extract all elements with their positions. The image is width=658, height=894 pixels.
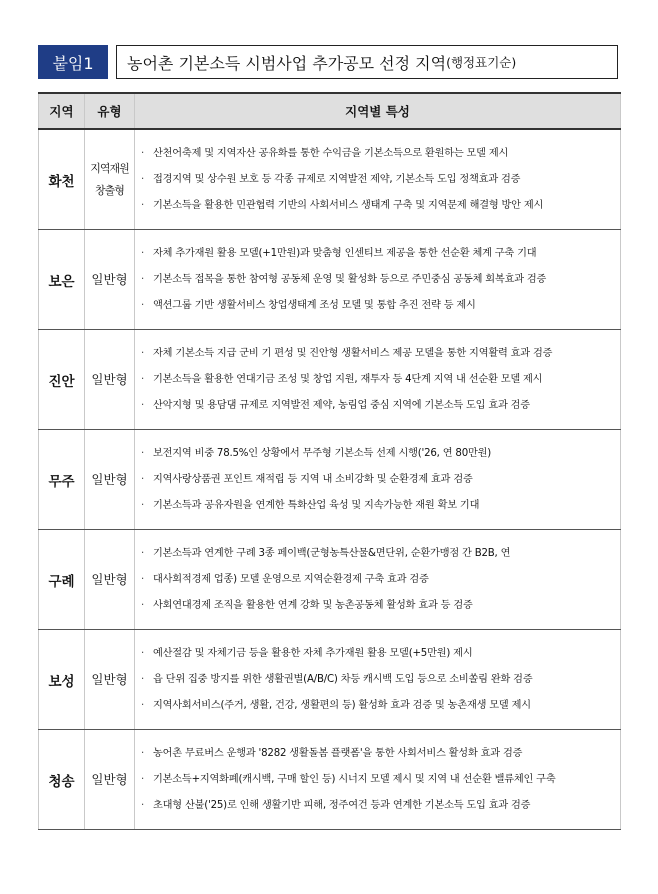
characteristic-text: 접경지역 및 상수원 보호 등 각종 규제로 지역발전 제약, 기본소득 도입 정책효과 검증 (153, 173, 521, 185)
region-type-line: 일반형 (91, 371, 128, 387)
characteristic-text: 산천어축제 및 지역자산 공유화를 통한 수익금을 기본소득으로 환원하는 모델 제시 (153, 147, 509, 159)
characteristic-text: 자체 추가재원 활용 모델(+1만원)과 맞춤형 인센티브 제공을 통한 선순환 체계 구축 기대 (153, 247, 537, 259)
region-type-line: 창출형 (95, 183, 124, 197)
characteristic-text: 사회연대경제 조직을 활용한 연계 강화 및 농촌공동체 활성화 효과 등 검증 (153, 599, 473, 611)
attachment-badge: 붙임1 (38, 45, 108, 79)
characteristic-text: 기본소득을 활용한 민관협력 기반의 사회서비스 생태계 구축 및 지역문제 해결형 방안 제시 (153, 199, 544, 211)
characteristic-item (141, 541, 616, 567)
region-name: 보성 (39, 630, 85, 730)
bullet-mark: · (141, 399, 145, 411)
characteristic-text: 자체 기본소득 지급 군비 기 편성 및 진안형 생활서비스 제공 모델을 통한 지역활력 효과 검증 (153, 347, 553, 359)
characteristic-item (141, 741, 616, 767)
bullet-mark: · (141, 573, 145, 585)
bullet-mark: · (141, 547, 145, 559)
characteristic-item (141, 141, 616, 167)
table-row (39, 730, 621, 830)
region-type (85, 230, 135, 330)
bullet-mark: · (141, 799, 145, 811)
region-type (85, 530, 135, 630)
table-body (39, 129, 621, 830)
table-row (39, 230, 621, 330)
region-type (85, 730, 135, 830)
region-type-line: 일반형 (91, 671, 128, 687)
characteristic-text: 기본소득 접목을 통한 참여형 공동체 운영 및 활성화 등으로 주민중심 공동체 회복효과 검증 (153, 273, 547, 285)
region-type (85, 430, 135, 530)
region-type-line: 지역재원 (90, 161, 129, 175)
region-characteristics (135, 730, 621, 830)
region-name: 보은 (39, 230, 85, 330)
bullet-mark: · (141, 347, 145, 359)
bullet-mark: · (141, 299, 145, 311)
characteristic-item (141, 293, 616, 319)
region-name: 청송 (39, 730, 85, 830)
characteristic-item (141, 693, 616, 719)
characteristic-item (141, 793, 616, 819)
characteristic-item (141, 567, 616, 593)
characteristic-item (141, 267, 616, 293)
region-type-line: 일반형 (91, 471, 128, 487)
region-name: 무주 (39, 430, 85, 530)
characteristic-item (141, 493, 616, 519)
characteristic-item (141, 667, 616, 693)
characteristic-text: 기본소득과 공유자원을 연계한 특화산업 육성 및 지속가능한 재원 확보 기대 (153, 499, 480, 511)
characteristic-text: 예산절감 및 자체기금 등을 활용한 자체 추가재원 활용 모델(+5만원) 제시 (153, 647, 473, 659)
region-type (85, 330, 135, 430)
characteristic-text: 지역사회서비스(주거, 생활, 건강, 생활편의 등) 활성화 효과 검증 및 농촌재생 모델 제시 (153, 699, 531, 711)
characteristic-item (141, 341, 616, 367)
characteristic-item (141, 593, 616, 619)
selected-regions-table (38, 92, 621, 830)
bullet-mark: · (141, 273, 145, 285)
region-characteristics (135, 230, 621, 330)
bullet-mark: · (141, 373, 145, 385)
region-name: 진안 (39, 330, 85, 430)
bullet-mark: · (141, 147, 145, 159)
table-row (39, 330, 621, 430)
characteristic-item (141, 641, 616, 667)
characteristic-text: 농어촌 무료버스 운행과 '8282 생활돌봄 플랫폼'을 통한 사회서비스 활성화 효과 검증 (153, 747, 523, 759)
table-row (39, 129, 621, 230)
characteristic-item (141, 767, 616, 793)
title-suffix: (행정표기순) (446, 55, 517, 70)
region-characteristics (135, 530, 621, 630)
bullet-mark: · (141, 747, 145, 759)
characteristic-item (141, 467, 616, 493)
region-characteristics (135, 129, 621, 230)
characteristic-item (141, 167, 616, 193)
characteristic-text: 기본소득+지역화폐(캐시백, 구매 할인 등) 시너지 모델 제시 및 지역 내 선순환 밸류체인 구축 (153, 773, 556, 785)
bullet-mark: · (141, 773, 145, 785)
characteristic-text: 초대형 산불('25)로 인해 생활기반 피해, 정주여건 등과 연계한 기본소득 도입 효과 검증 (153, 799, 531, 811)
bullet-mark: · (141, 473, 145, 485)
characteristic-item (141, 393, 616, 419)
region-characteristics (135, 630, 621, 730)
characteristic-text: 기본소득을 활용한 연대기금 조성 및 창업 지원, 재투자 등 4단계 지역 내 선순환 모델 제시 (153, 373, 543, 385)
region-type-line: 일반형 (91, 271, 128, 287)
document-title: 농어촌 기본소득 시범사업 추가공모 선정 지역 (127, 53, 447, 73)
title-box (116, 45, 618, 79)
document-header (38, 44, 618, 80)
bullet-mark: · (141, 599, 145, 611)
characteristic-text: 대사회적경제 업종) 모델 운영으로 지역순환경제 구축 효과 검증 (153, 573, 429, 585)
bullet-mark: · (141, 447, 145, 459)
region-type-line: 일반형 (91, 571, 128, 587)
column-header-region: 지역 (39, 93, 85, 129)
region-characteristics (135, 430, 621, 530)
bullet-mark: · (141, 673, 145, 685)
characteristic-item (141, 441, 616, 467)
region-name: 구례 (39, 530, 85, 630)
bullet-mark: · (141, 199, 145, 211)
characteristic-item (141, 193, 616, 219)
characteristic-text: 보전지역 비중 78.5%인 상황에서 무주형 기본소득 선제 시행('26, 연 80만원) (153, 447, 492, 459)
table-row (39, 530, 621, 630)
region-type (85, 630, 135, 730)
bullet-mark: · (141, 647, 145, 659)
column-header-type: 유형 (85, 93, 135, 129)
characteristic-text: 기본소득과 연계한 구례 3종 페이백(군형농특산물&면단위, 순환가맹점 간 B2B, 연 (153, 547, 511, 559)
region-type (85, 129, 135, 230)
column-header-characteristics: 지역별 특성 (135, 93, 621, 129)
region-type-line: 일반형 (91, 771, 128, 787)
characteristic-item (141, 241, 616, 267)
region-characteristics (135, 330, 621, 430)
characteristic-text: 지역사랑상품권 포인트 재적립 등 지역 내 소비강화 및 순환경제 효과 검증 (153, 473, 473, 485)
characteristic-text: 읍 단위 집중 방지를 위한 생활권별(A/B/C) 차등 캐시백 도입 등으로 소비쏠림 완화 검증 (153, 673, 533, 685)
table-header-row (39, 93, 621, 129)
table-row (39, 430, 621, 530)
table-row (39, 630, 621, 730)
characteristic-text: 산악지형 및 용담댐 규제로 지역발전 제약, 농림업 중심 지역에 기본소득 도입 효과 검증 (153, 399, 530, 411)
characteristic-item (141, 367, 616, 393)
bullet-mark: · (141, 499, 145, 511)
region-name: 화천 (39, 129, 85, 230)
bullet-mark: · (141, 699, 145, 711)
bullet-mark: · (141, 173, 145, 185)
characteristic-text: 액션그룹 기반 생활서비스 창업생태계 조성 모델 및 통합 추진 전략 등 제시 (153, 299, 476, 311)
bullet-mark: · (141, 247, 145, 259)
